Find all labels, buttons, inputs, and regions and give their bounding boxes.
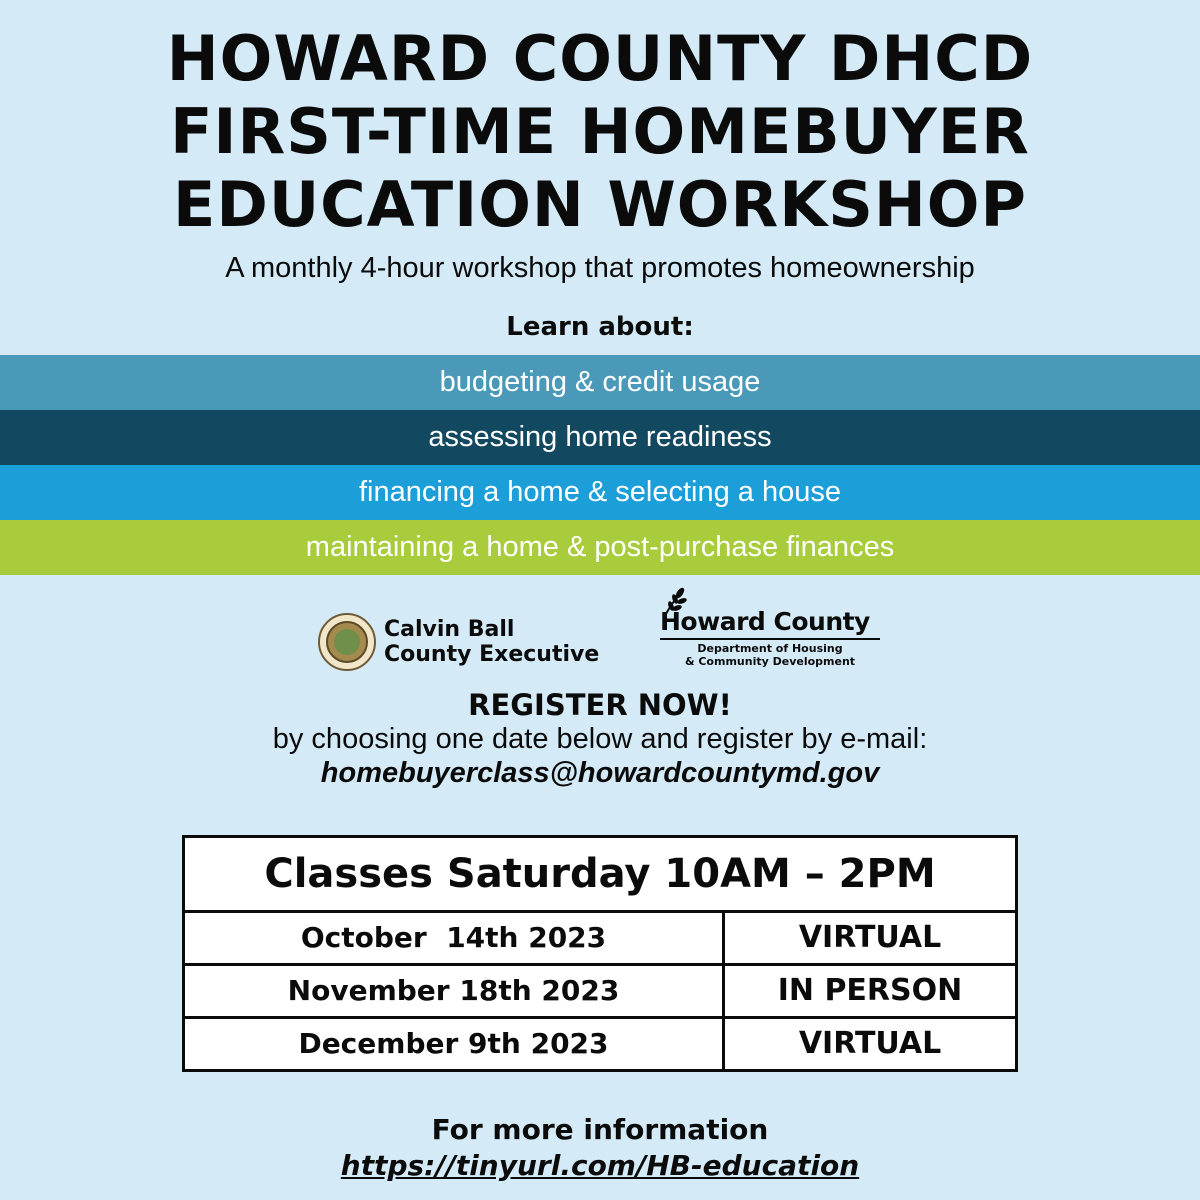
dhcd-logo-name: Howard County [660, 607, 870, 636]
topic-band-maintaining: maintaining a home & post-purchase finances [0, 520, 1200, 575]
topic-band-budgeting: budgeting & credit usage [0, 355, 1200, 410]
dhcd-dept-line-1: Department of Housing [697, 642, 843, 655]
dhcd-dept-line-2: & Community Development [684, 655, 856, 668]
title-line-1: HOWARD COUNTY DHCD [166, 22, 1034, 95]
topic-band-financing: financing a home & selecting a house [0, 465, 1200, 520]
topic-list [0, 355, 1200, 575]
workshop-title [0, 22, 1200, 241]
register-instruction: by choosing one date below and register by e-mail: [272, 723, 928, 755]
class-mode: IN PERSON [777, 973, 963, 1008]
title-line-3: EDUCATION WORKSHOP [173, 168, 1027, 241]
schedule-heading: Classes Saturday 10AM – 2PM [185, 838, 1015, 913]
class-date: November 18th 2023 [185, 966, 725, 1016]
subtitle: A monthly 4-hour workshop that promotes homeownership [225, 252, 975, 284]
sponsor-logos [0, 585, 1200, 685]
county-executive-logo [384, 617, 599, 667]
executive-name: Calvin Ball [384, 617, 515, 642]
county-seal-icon [318, 613, 376, 671]
footer [0, 1112, 1200, 1184]
dhcd-logo-department [660, 642, 880, 668]
class-date: December 9th 2023 [185, 1019, 725, 1069]
table-row [185, 966, 1015, 1019]
class-mode: VIRTUAL [798, 920, 942, 955]
table-row [185, 913, 1015, 966]
table-row [185, 1019, 1015, 1069]
class-mode: VIRTUAL [798, 1026, 942, 1061]
class-date: October 14th 2023 [185, 913, 725, 963]
dhcd-logo-rule [660, 638, 880, 640]
register-email[interactable]: homebuyerclass@howardcountymd.gov [320, 757, 880, 789]
topic-band-readiness: assessing home readiness [0, 410, 1200, 465]
executive-title: County Executive [384, 642, 600, 667]
more-info-label: For more information [431, 1113, 769, 1146]
class-schedule-table [182, 835, 1018, 1072]
title-line-2: FIRST-TIME HOMEBUYER [170, 95, 1030, 168]
more-info-link[interactable]: https://tinyurl.com/HB-education [340, 1149, 860, 1182]
register-section [0, 688, 1200, 790]
register-title: REGISTER NOW! [468, 688, 732, 722]
learn-heading: Learn about: [506, 312, 694, 342]
